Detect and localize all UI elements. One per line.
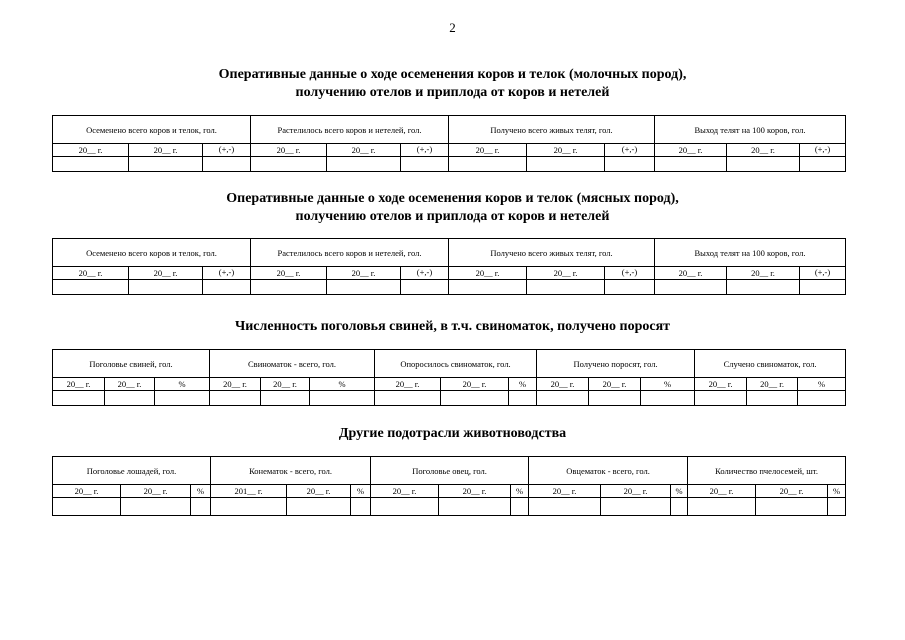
percent-header: % — [155, 378, 210, 391]
year-header: 20__ г. — [695, 378, 747, 391]
year-header: 20__ г. — [727, 144, 800, 157]
year-header: 20__ г. — [261, 378, 310, 391]
group-header: Растелилось всего коров и нетелей, гол. — [251, 239, 449, 267]
data-cell[interactable] — [53, 157, 129, 172]
group-header: Опоросилось свиноматок, гол. — [375, 350, 537, 378]
year-header: 201__ г. — [211, 485, 287, 498]
section2-table — [52, 238, 846, 295]
data-cell[interactable] — [327, 157, 401, 172]
change-header: (+,-) — [401, 267, 449, 280]
change-header: (+,-) — [605, 144, 655, 157]
year-header: 20__ г. — [747, 378, 798, 391]
section2-title — [0, 190, 905, 226]
group-header: Выход телят на 100 коров, гол. — [655, 116, 846, 144]
data-cell[interactable] — [449, 157, 527, 172]
data-cell[interactable] — [351, 498, 371, 516]
year-header: 20__ г. — [449, 267, 527, 280]
percent-header: % — [828, 485, 846, 498]
year-header: 20__ г. — [129, 267, 203, 280]
data-cell[interactable] — [375, 391, 441, 406]
data-cell[interactable] — [798, 391, 846, 406]
year-header: 20__ г. — [688, 485, 756, 498]
year-header: 20__ г. — [105, 378, 155, 391]
change-header: (+,-) — [203, 144, 251, 157]
change-header: (+,-) — [800, 144, 846, 157]
data-cell[interactable] — [727, 157, 800, 172]
data-cell[interactable] — [800, 280, 846, 295]
data-cell[interactable] — [53, 280, 129, 295]
year-header: 20__ г. — [527, 267, 605, 280]
section1-title-line2: получению отелов и приплода от коров и нетелей — [295, 85, 610, 100]
group-header: Получено всего живых телят, гол. — [449, 116, 655, 144]
section4-table — [52, 456, 846, 516]
percent-header: % — [671, 485, 688, 498]
change-header: (+,-) — [605, 267, 655, 280]
year-header: 20__ г. — [589, 378, 641, 391]
percent-header: % — [351, 485, 371, 498]
data-cell[interactable] — [203, 157, 251, 172]
percent-header: % — [191, 485, 211, 498]
year-header: 20__ г. — [251, 267, 327, 280]
data-cell[interactable] — [287, 498, 351, 516]
data-cell[interactable] — [261, 391, 310, 406]
section1-table — [52, 115, 846, 172]
year-header: 20__ г. — [53, 267, 129, 280]
percent-header: % — [310, 378, 375, 391]
year-header: 20__ г. — [601, 485, 671, 498]
data-cell[interactable] — [121, 498, 191, 516]
year-header: 20__ г. — [655, 267, 727, 280]
data-cell[interactable] — [671, 498, 688, 516]
year-header: 20__ г. — [53, 144, 129, 157]
data-cell[interactable] — [605, 157, 655, 172]
year-header: 20__ г. — [53, 378, 105, 391]
section4-title: Другие подотрасли животноводства — [338, 426, 567, 441]
data-cell[interactable] — [441, 391, 509, 406]
percent-header: % — [509, 378, 537, 391]
section3-table — [52, 349, 846, 406]
data-cell[interactable] — [53, 391, 105, 406]
data-cell[interactable] — [191, 498, 211, 516]
year-header: 20__ г. — [129, 144, 203, 157]
data-cell[interactable] — [641, 391, 695, 406]
data-cell[interactable] — [527, 157, 605, 172]
data-cell[interactable] — [601, 498, 671, 516]
data-cell[interactable] — [655, 280, 727, 295]
group-header: Овцематок - всего, гол. — [529, 457, 688, 485]
data-cell[interactable] — [327, 280, 401, 295]
data-cell[interactable] — [401, 157, 449, 172]
data-cell[interactable] — [210, 391, 261, 406]
data-cell[interactable] — [105, 391, 155, 406]
data-cell[interactable] — [747, 391, 798, 406]
year-header: 20__ г. — [287, 485, 351, 498]
change-header: (+,-) — [800, 267, 846, 280]
section2-title-line1: Оперативные данные о ходе осеменения коров и телок (мясных пород), — [226, 191, 679, 206]
data-cell[interactable] — [695, 391, 747, 406]
section1-title — [0, 66, 905, 102]
group-header: Растелилось всего коров и нетелей, гол. — [251, 116, 449, 144]
year-header: 20__ г. — [441, 378, 509, 391]
data-cell[interactable] — [155, 391, 210, 406]
data-cell[interactable] — [203, 280, 251, 295]
year-header: 20__ г. — [527, 144, 605, 157]
data-cell[interactable] — [605, 280, 655, 295]
year-header: 20__ г. — [375, 378, 441, 391]
data-cell[interactable] — [688, 498, 756, 516]
data-cell[interactable] — [129, 157, 203, 172]
group-header: Количество пчелосемей, шт. — [688, 457, 846, 485]
data-cell[interactable] — [310, 391, 375, 406]
year-header: 20__ г. — [537, 378, 589, 391]
data-cell[interactable] — [800, 157, 846, 172]
group-header: Поголовье свиней, гол. — [53, 350, 210, 378]
data-cell[interactable] — [756, 498, 828, 516]
data-cell[interactable] — [129, 280, 203, 295]
group-header: Случено свиноматок, гол. — [695, 350, 846, 378]
group-header: Поголовье лошадей, гол. — [53, 457, 211, 485]
data-cell[interactable] — [251, 280, 327, 295]
section2-title-line2: получению отелов и приплода от коров и нетелей — [295, 209, 610, 224]
data-cell[interactable] — [529, 498, 601, 516]
year-header: 20__ г. — [251, 144, 327, 157]
data-cell[interactable] — [537, 391, 589, 406]
group-header: Получено всего живых телят, гол. — [449, 239, 655, 267]
data-cell[interactable] — [828, 498, 846, 516]
year-header: 20__ г. — [529, 485, 601, 498]
group-header: Получено поросят, гол. — [537, 350, 695, 378]
year-header: 20__ г. — [727, 267, 800, 280]
data-cell[interactable] — [449, 280, 527, 295]
group-header: Свиноматок - всего, гол. — [210, 350, 375, 378]
group-header: Выход телят на 100 коров, гол. — [655, 239, 846, 267]
year-header: 20__ г. — [655, 144, 727, 157]
change-header: (+,-) — [203, 267, 251, 280]
data-cell[interactable] — [511, 498, 529, 516]
year-header: 20__ г. — [327, 144, 401, 157]
percent-header: % — [641, 378, 695, 391]
percent-header: % — [511, 485, 529, 498]
group-header: Осеменено всего коров и телок, гол. — [53, 239, 251, 267]
year-header: 20__ г. — [327, 267, 401, 280]
year-header: 20__ г. — [371, 485, 439, 498]
section3-title: Численность поголовья свиней, в т.ч. свиноматок, получено поросят — [234, 319, 671, 334]
data-cell[interactable] — [589, 391, 641, 406]
data-cell[interactable] — [439, 498, 511, 516]
data-cell[interactable] — [509, 391, 537, 406]
data-cell[interactable] — [211, 498, 287, 516]
year-header: 20__ г. — [121, 485, 191, 498]
data-cell[interactable] — [53, 498, 121, 516]
year-header: 20__ г. — [439, 485, 511, 498]
data-cell[interactable] — [251, 157, 327, 172]
section1-title-line1: Оперативные данные о ходе осеменения коров и телок (молочных пород), — [218, 67, 687, 82]
year-header: 20__ г. — [449, 144, 527, 157]
group-header: Конематок - всего, гол. — [211, 457, 371, 485]
data-cell[interactable] — [371, 498, 439, 516]
group-header: Поголовье овец, гол. — [371, 457, 529, 485]
data-cell[interactable] — [527, 280, 605, 295]
year-header: 20__ г. — [756, 485, 828, 498]
data-cell[interactable] — [727, 280, 800, 295]
group-header: Осеменено всего коров и телок, гол. — [53, 116, 251, 144]
year-header: 20__ г. — [53, 485, 121, 498]
year-header: 20__ г. — [210, 378, 261, 391]
change-header: (+,-) — [401, 144, 449, 157]
data-cell[interactable] — [401, 280, 449, 295]
data-cell[interactable] — [655, 157, 727, 172]
percent-header: % — [798, 378, 846, 391]
page-number: 2 — [449, 20, 456, 35]
